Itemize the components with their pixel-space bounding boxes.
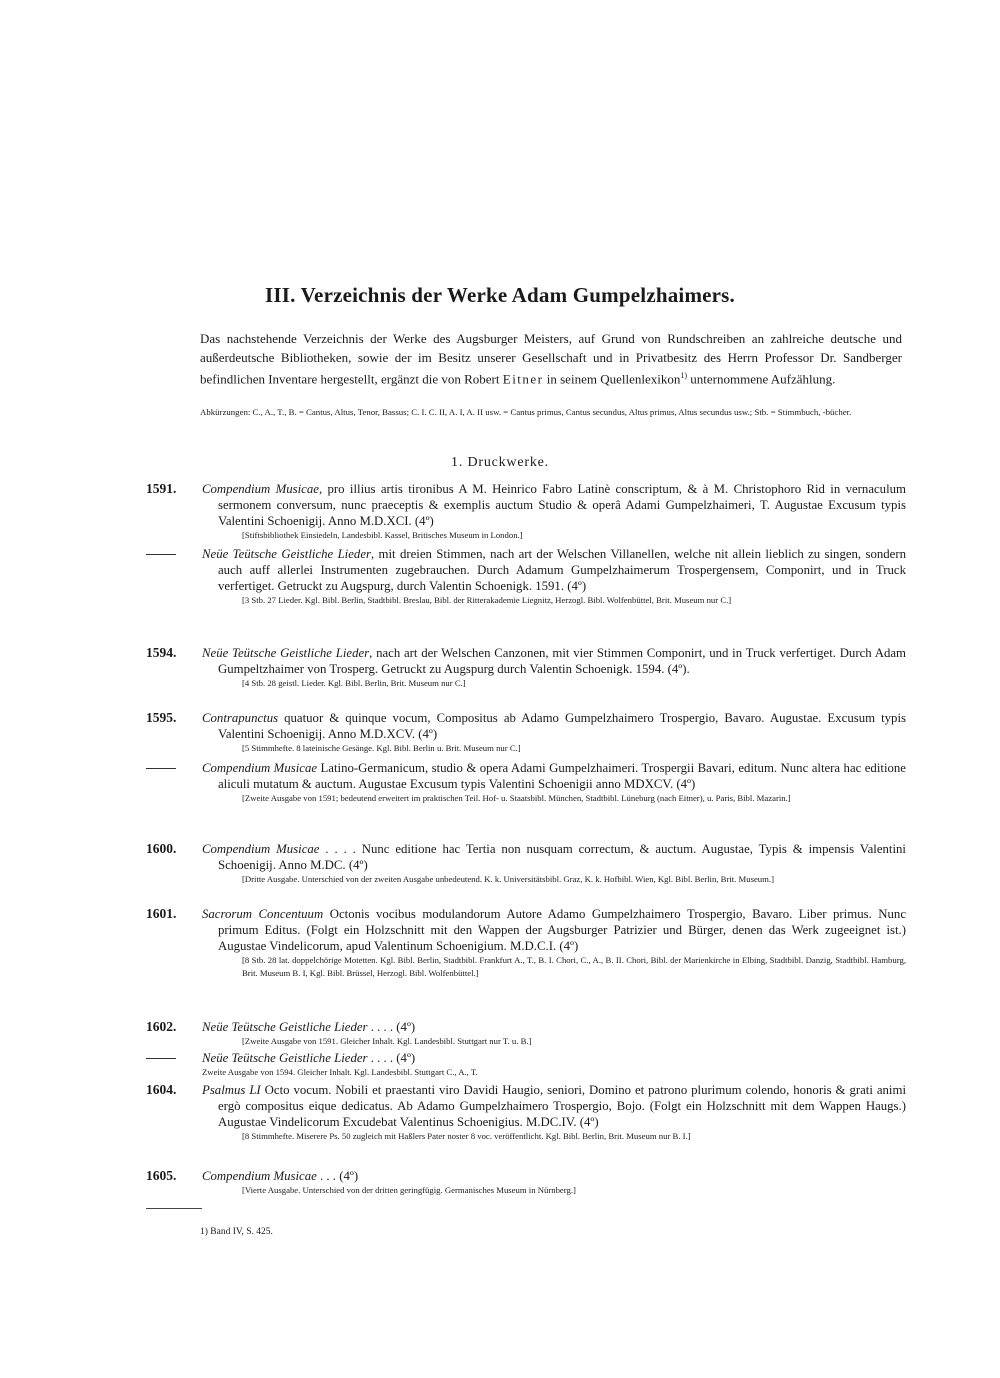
entry-title: Compendium Musicae bbox=[202, 1169, 317, 1183]
entry-1595-contrapunctus bbox=[146, 710, 906, 755]
entry-1601-sacrorum bbox=[146, 906, 906, 979]
entry-1595-compendium bbox=[146, 760, 906, 805]
entry-note: [5 Stimmhefte. 8 lateinische Gesänge. Kgl. Bibl. Berlin u. Brit. Museum nur C.] bbox=[242, 743, 521, 753]
entry-body bbox=[202, 760, 906, 792]
page-title: III. Verzeichnis der Werke Adam Gumpelzhaimers. bbox=[264, 283, 736, 307]
footnote-rule bbox=[146, 1208, 202, 1209]
entry-dash bbox=[146, 554, 176, 555]
section-heading: 1. Druckwerke. bbox=[451, 455, 549, 470]
entry-1605-compendium bbox=[146, 1168, 906, 1197]
entry-note: Zweite Ausgabe von 1594. Gleicher Inhalt. Kgl. Landesbibl. Stuttgart C., A., T. bbox=[202, 1067, 478, 1077]
entry-body bbox=[202, 645, 906, 677]
entry-title: Psalmus LI bbox=[202, 1083, 261, 1097]
entry-note: [Dritte Ausgabe. Unterschied von der zweiten Ausgabe unbedeutend. K. k. Universitätsbibl. Graz, K. k. Hofbibl. Wien, Kgl. Bibl. Berlin, Brit. Museum.] bbox=[242, 874, 774, 884]
entry-note: [8 Stb. 28 lat. doppelchörige Motetten. Kgl. Bibl. Berlin, Stadtbibl. Frankfurt A., T., B. I. Chori, C., A., B. II. Chori, Bibl. der Marienkirche in Elbing, Stadtbibl. Danzig, Stadtbibl. Hamburg, Brit. Museum B. I, Kgl. Bibl. Brüssel, Herzogl. Bibl. Wolfenbüttel.] bbox=[242, 955, 906, 978]
entry-year: 1605. bbox=[146, 1168, 177, 1183]
entry-year: 1601. bbox=[146, 906, 177, 921]
entry-text: , mit dreien Stimmen, nach art der Welschen Villanellen, welche nit allein lieblich zu singen, sondern auch auff allerlei Instrumenten zugebrauchen. Durch Adamum Gumpelzhaimerum Trospergensem, Componirt, und in Truck verfertiget. Getruckt zu Augspurg, durch Valentin Schoenigk. 1591. (4º) bbox=[218, 547, 906, 593]
entry-year: 1591. bbox=[146, 481, 177, 496]
entry-body bbox=[202, 481, 906, 529]
entry-body bbox=[202, 1082, 906, 1130]
intro-text-b: in seinem Quellenlexikon bbox=[543, 371, 681, 387]
entry-note: [Stiftsbibliothek Einsiedeln, Landesbibl. Kassel, Britisches Museum in London.] bbox=[242, 530, 523, 540]
entry-title: Neüe Teütsche Geistliche Lieder bbox=[202, 646, 370, 660]
entry-title: Compendium Musicae bbox=[202, 761, 318, 775]
entry-note: [Vierte Ausgabe. Unterschied von der dritten geringfügig. Germanisches Museum in Nürnberg.] bbox=[242, 1185, 576, 1195]
entry-title: Compendium Musicae bbox=[202, 842, 320, 856]
entry-note: [Zweite Ausgabe von 1591. Gleicher Inhalt. Kgl. Landesbibl. Stuttgart nur T. u. B.] bbox=[242, 1036, 532, 1046]
entry-1591-compendium bbox=[146, 481, 906, 542]
entry-text: . . . . (4º) bbox=[367, 1051, 416, 1065]
abbreviations-note: Abkürzungen: C., A., T., B. = Cantus, Altus, Tenor, Bassus; C. I. C. II, A. I, A. II usw. = Cantus primus, Cantus secundus, Altus primus, Altus secundus usw.; Stb. = Stimmbuch, -bücher. bbox=[200, 407, 852, 417]
entry-body bbox=[202, 841, 906, 873]
entry-text: quatuor & quinque vocum, Compositus ab Adamo Gumpelzhaimero Trospergio, Bavaro. Augustae. Excusum typis Valentini Schoenigij. Anno M.D.XCV. (4º) bbox=[218, 711, 906, 741]
entry-title: Compendium Musicae bbox=[202, 482, 319, 496]
entry-year: 1594. bbox=[146, 645, 177, 660]
footnote-marker: 1) bbox=[680, 371, 688, 381]
entry-title: Neüe Teütsche Geistliche Lieder bbox=[202, 1020, 368, 1034]
entry-text: Octonis vocibus modulandorum Autore Adamo Gumpelzhaimero Trospergio, Bavaro. Liber primus. Nunc primum Editus. (Folgt ein Holzschnitt mit den Wappen der Augsburger Patrizier und Bürger, denen das Werk zugeeignet ist.) Augustae Vindelicorum, apud Valentinum Schoenigium. M.D.C.I. (4º) bbox=[218, 907, 906, 953]
entry-year: 1604. bbox=[146, 1082, 177, 1097]
entry-note: [8 Stimmhefte. Miserere Ps. 50 zugleich mit Haßlers Pater noster 8 voc. veröffentlicht. Kgl. Bibl. Berlin, Brit. Museum nur B. I.] bbox=[242, 1131, 691, 1141]
entry-text: Octo vocum. Nobili et praestanti viro Davidi Haugio, seniori, Domino et patrono plurimum colendo, honoris & grati animi ergò compositus eique dedicatus. Ab Adamo Gumpelzhaimero Trospergio, Bojo. (Folgt ein Holzschnitt mit dem Wappen Haugs.) Augustae Vindelicorum Excudebat Valentinus Schoenigius. M.DC.IV. (4º) bbox=[218, 1083, 906, 1129]
entry-1591-lieder bbox=[146, 546, 906, 607]
entry-1602-lieder bbox=[146, 1019, 906, 1048]
entry-body bbox=[202, 546, 906, 594]
entry-title: Sacrorum Concentuum bbox=[202, 907, 324, 921]
entry-1604-psalmus bbox=[146, 1082, 906, 1143]
entry-year: 1595. bbox=[146, 710, 177, 725]
intro-text-c: unternommene Aufzählung. bbox=[687, 371, 836, 387]
intro-eitner: Eitner bbox=[502, 371, 544, 387]
entry-body bbox=[202, 1050, 906, 1066]
entry-1602-lieder-second bbox=[146, 1050, 906, 1079]
entry-body bbox=[202, 1168, 906, 1184]
entry-title: Neüe Teütsche Geistliche Lieder bbox=[202, 547, 371, 561]
entry-text: Latino-Germanicum, studio & opera Adami Gumpelzhaimeri. Trospergii Bavari, editum. Nunc altera hac editione aliculi mutatum & auctum. Augustae Excusum typis Valentini Schoenigii anno MDXCV. (4º) bbox=[218, 761, 906, 791]
entry-dash bbox=[146, 768, 176, 769]
entry-note: [4 Stb. 28 geistl. Lieder. Kgl. Bibl. Berlin, Brit. Museum nur C.] bbox=[242, 678, 466, 688]
entry-note: [3 Stb. 27 Lieder. Kgl. Bibl. Berlin, Stadtbibl. Breslau, Bibl. der Ritterakademie Liegnitz, Herzogl. Bibl. Wolfenbüttel, Brit. Museum nur C.] bbox=[242, 595, 732, 605]
entry-text: , pro illius artis tironibus A M. Heinrico Fabro Latinè conscriptum, & à M. Christophoro Rid in vernaculum sermonem conversum, nunc praeceptis & exemplis auctum Studio & operâ Adami Gumpelzhaimeri, T. Augustae Excusum typis Valentini Schoenigij. Anno M.D.XCI. (4º) bbox=[218, 482, 906, 528]
entry-body bbox=[202, 1019, 906, 1035]
footnote: 1) Band IV, S. 425. bbox=[200, 1227, 273, 1237]
entry-1594-lieder bbox=[146, 645, 906, 690]
entry-year: 1602. bbox=[146, 1019, 177, 1034]
intro-text-a: Das nachstehende Verzeichnis der Werke des Augsburger Meisters, auf Grund von Rundschreiben an zahlreiche deutsche und außerdeutsche Bibliotheken, sowie der im Besitz unserer Gesellschaft und in Privatbesitz des Herrn Professor Dr. Sandberger befindlichen Inventare hergestellt, ergänzt die von Robert bbox=[200, 331, 902, 387]
entry-text: , nach art der Welschen Canzonen, mit vier Stimmen Componirt, und in Truck verfertiget. Durch Adam Gumpeltzhaimer von Trosperg. Getruckt zu Augspurg durch Valentin Schoenigk. 1594. (4º). bbox=[218, 646, 906, 676]
entry-body bbox=[202, 710, 906, 742]
entry-title: Neüe Teütsche Geistliche Lieder bbox=[202, 1051, 368, 1065]
intro-paragraph bbox=[200, 330, 902, 389]
entry-1600-compendium bbox=[146, 841, 906, 886]
entry-note: [Zweite Ausgabe von 1591; bedeutend erweitert im praktischen Teil. Hof- u. Staatsbibl. München, Stadtbibl. Lüneburg (nach Eitner), u. Paris, Bibl. Mazarin.] bbox=[242, 793, 791, 803]
entry-body bbox=[202, 906, 906, 954]
entry-text: . . . (4º) bbox=[316, 1169, 359, 1183]
entry-text: . . . . (4º) bbox=[367, 1020, 416, 1034]
entry-dash bbox=[146, 1058, 176, 1059]
entry-year: 1600. bbox=[146, 841, 177, 856]
entry-text: . . . . Nunc editione hac Tertia non nusquam correctum, & auctum. Augustae, Typis & impensis Valentini Schoenigij. Anno M.DC. (4º) bbox=[218, 842, 906, 872]
entry-title: Contrapunctus bbox=[202, 711, 279, 725]
